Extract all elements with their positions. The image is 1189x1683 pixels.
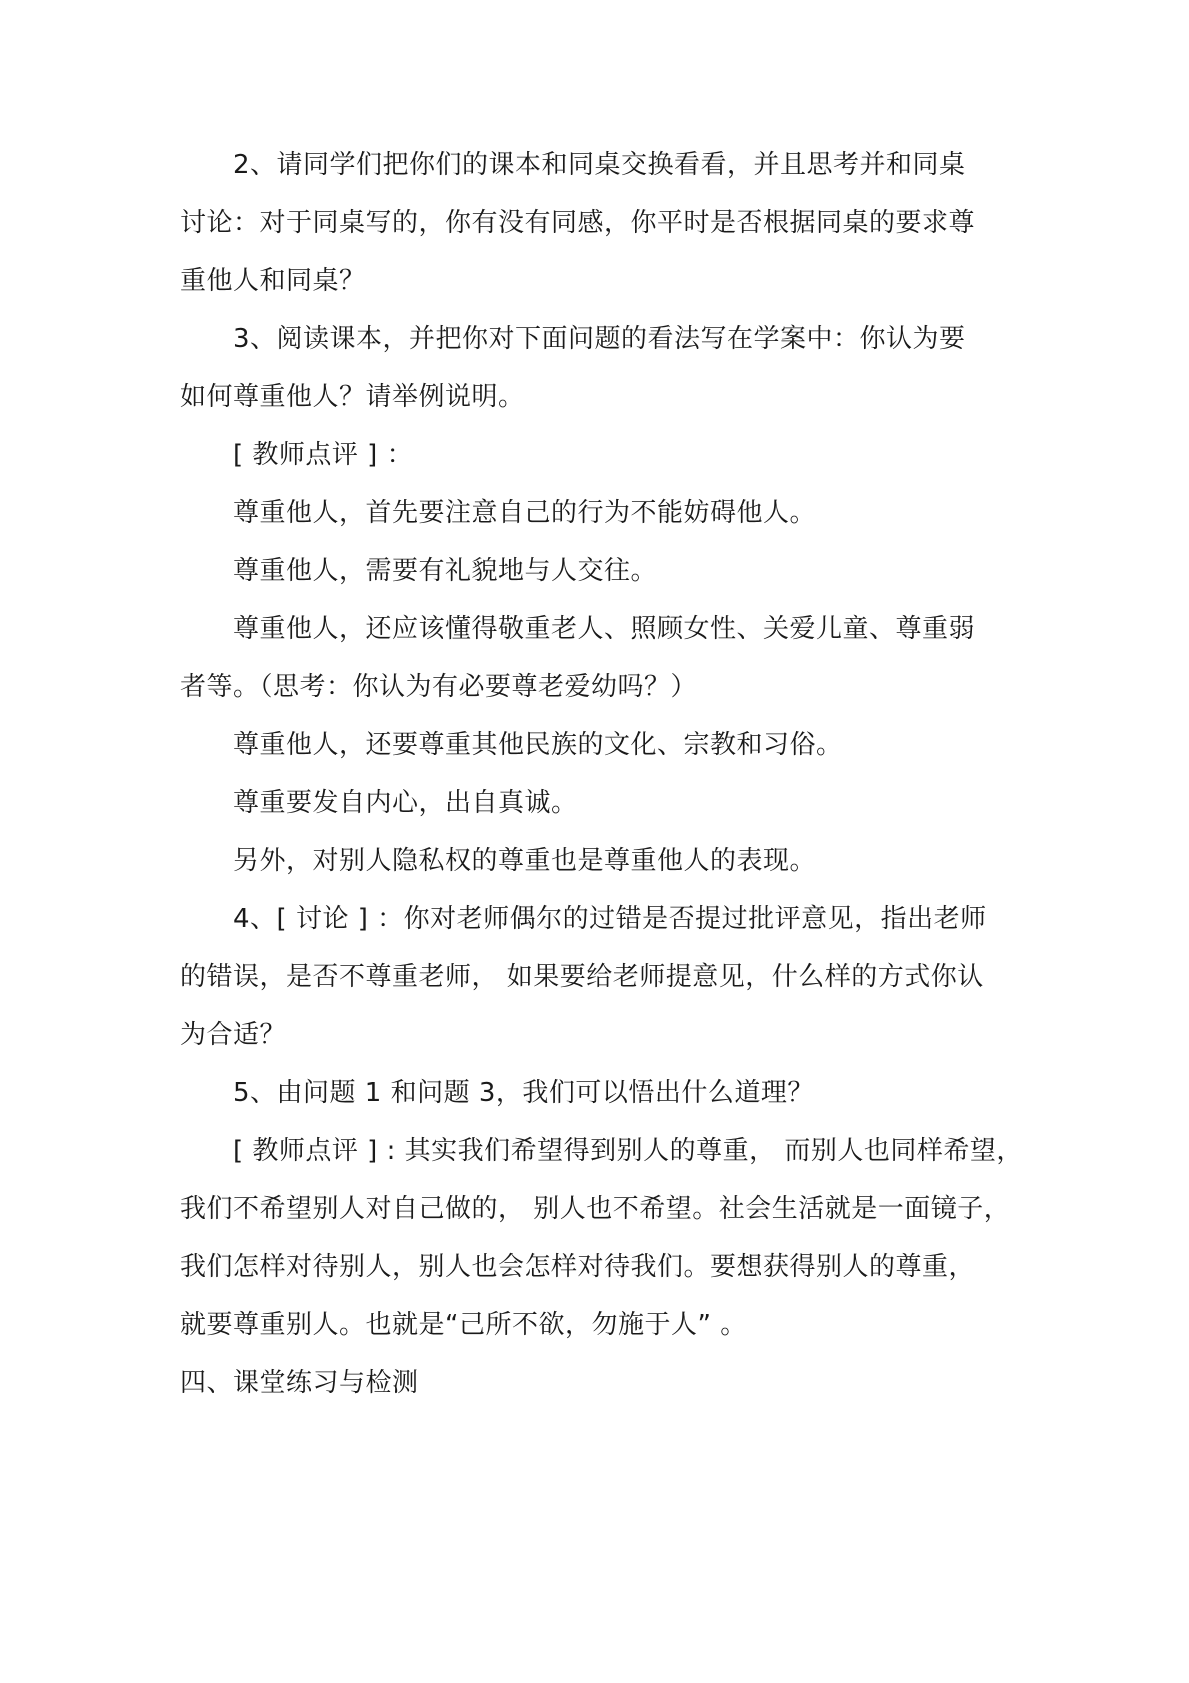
paragraph-q3-line-2: 如何尊重他人？请举例说明。 bbox=[180, 382, 525, 412]
teacher-comment-2-line-2: 我们不希望别人对自己做的， 别人也不希望。社会生活就是一面镜子， bbox=[180, 1194, 1011, 1224]
comment-line-4: 者等。（思考：你认为有必要尊老爱幼吗？） bbox=[180, 672, 698, 702]
teacher-comment-2-line-3: 我们怎样对待别人，别人也会怎样对待我们。要想获得别人的尊重， bbox=[180, 1252, 976, 1282]
comment-line-2: 尊重他人，需要有礼貌地与人交往。 bbox=[233, 556, 658, 586]
comment-line-1: 尊重他人，首先要注意自己的行为不能妨碍他人。 bbox=[233, 498, 817, 528]
teacher-comment-2-line-1: [ 教师点评 ] : 其实我们希望得到别人的尊重， 而别人也同样希望， bbox=[233, 1136, 1023, 1166]
section-heading-practice: 四、课堂练习与检测 bbox=[180, 1368, 419, 1398]
paragraph-q5: 5、由问题 1 和问题 3，我们可以悟出什么道理？ bbox=[233, 1078, 814, 1108]
paragraph-q2-line-2: 讨论：对于同桌写的，你有没有同感，你平时是否根据同桌的要求尊 bbox=[180, 208, 976, 238]
comment-line-6: 尊重要发自内心，出自真诚。 bbox=[233, 788, 578, 818]
teacher-comment-2-line-4: 就要尊重别人。也就是“己所不欲，勿施于人” 。 bbox=[180, 1310, 747, 1340]
paragraph-q2-line-1: 2、请同学们把你们的课本和同桌交换看看，并且思考并和同桌 bbox=[233, 150, 966, 180]
teacher-comment-heading: [ 教师点评 ] ： bbox=[233, 440, 414, 470]
paragraph-q3-line-1: 3、阅读课本，并把你对下面问题的看法写在学案中：你认为要 bbox=[233, 324, 966, 354]
comment-line-7: 另外，对别人隐私权的尊重也是尊重他人的表现。 bbox=[233, 846, 817, 876]
comment-line-5: 尊重他人，还要尊重其他民族的文化、宗教和习俗。 bbox=[233, 730, 843, 760]
paragraph-q4-line-2: 的错误，是否不尊重老师， 如果要给老师提意见，什么样的方式你认 bbox=[180, 962, 984, 992]
comment-line-3: 尊重他人，还应该懂得敬重老人、照顾女性、关爱儿童、尊重弱 bbox=[233, 614, 976, 644]
paragraph-q4-line-3: 为合适？ bbox=[180, 1020, 287, 1050]
paragraph-q4-line-1: 4、[ 讨论 ] ：你对老师偶尔的过错是否提过批评意见，指出老师 bbox=[233, 904, 987, 934]
paragraph-q2-line-3: 重他人和同桌？ bbox=[180, 266, 366, 296]
